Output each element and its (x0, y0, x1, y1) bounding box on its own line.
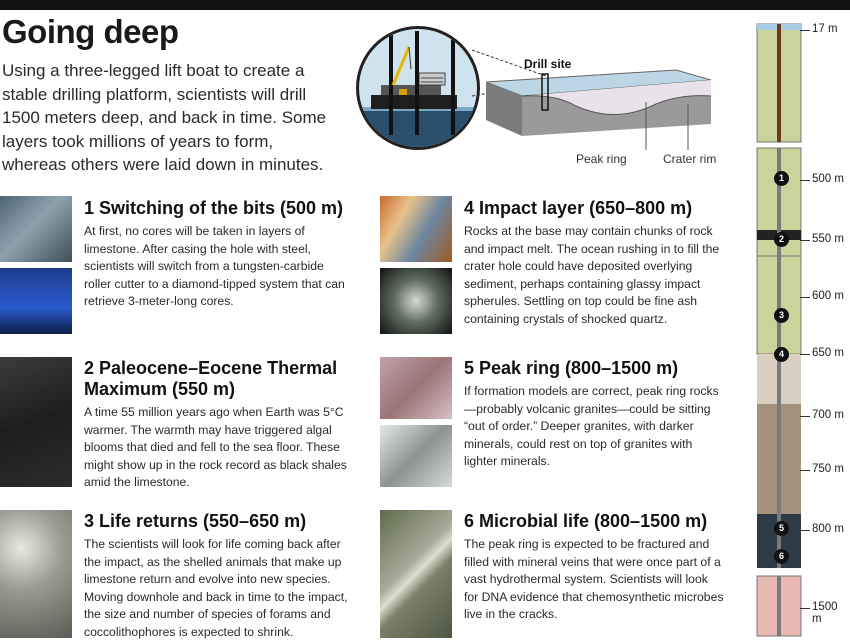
section-4 (464, 198, 724, 329)
section-3 (84, 511, 356, 642)
section-3-title: 3 Life returns (550–650 m) (84, 511, 307, 531)
core-bit-image (0, 268, 72, 334)
section-2 (84, 358, 354, 492)
impact-rock-image (380, 196, 452, 262)
peak-ring-label: Peak ring (576, 152, 627, 166)
granite-grey-image (380, 425, 452, 487)
depth-label-1500: 1500 m (812, 601, 838, 625)
section-2-title: 2 Paleocene–Eocene Thermal Maximum (550 m) (84, 358, 338, 399)
depth-label-600: 600 m (812, 290, 844, 302)
section-6-body: The peak ring is expected to be fractured and filled with mineral veins that were once part of a vast hydrothermal system. Scientists will look for DNA evidence that chemosynthetic microbes live in the cracks. (464, 537, 724, 622)
depth-label-650: 650 m (812, 347, 844, 359)
granite-pink-image (380, 357, 452, 419)
depth-tick (800, 416, 810, 417)
section-5-title: 5 Peak ring (800–1500 m) (464, 358, 679, 378)
section-6-title: 6 Microbial life (800–1500 m) (464, 511, 708, 531)
depth-tick (800, 180, 810, 181)
depth-tick (800, 470, 810, 471)
crater-rim-label: Crater rim (663, 152, 717, 166)
section-6 (464, 511, 724, 624)
depth-tick (800, 530, 810, 531)
section-1 (84, 198, 354, 311)
section-4-title: 4 Impact layer (650–800 m) (464, 198, 693, 218)
section-5 (464, 358, 724, 471)
core-column (755, 20, 805, 638)
page-title: Going deep (2, 13, 179, 50)
depth-label-17: 17 m (812, 23, 838, 35)
impact-spherule-image (380, 268, 452, 334)
intro-text: Using a three-legged lift boat to create a stable drilling platform, scientists will drill 1500 meters deep, and back in time. Some layers took millions of years to form, whereas others were laid down in minutes. (2, 61, 327, 174)
section-3-body: The scientists will look for life coming back after the impact, as the shelled animals that make up limestone return and evolve into new species. Moving downhole and back in time to the impact, the size and number of species of forams and coccolithophores is expected to shrink. (84, 537, 348, 639)
depth-label-800: 800 m (812, 523, 844, 535)
section-5-body: If formation models are correct, peak ring rocks—probably volcanic granites—could be sitting “out of order.” Deeper granites, with darker minerals, could rest on top of granites with lighter minerals. (464, 384, 719, 469)
depth-label-550: 550 m (812, 233, 844, 245)
lift-boat-illustration (356, 26, 480, 150)
section-1-body: At first, no cores will be taken in layers of limestone. After casing the hole with steel, scientists will switch from a tungsten-carbide roller cutter to a diamond-tipped system that can retrieve 3-meter-long cores. (84, 224, 345, 309)
depth-label-700: 700 m (812, 409, 844, 421)
marker-3: 3 (774, 308, 789, 323)
black-shale-image (0, 357, 72, 487)
depth-tick (800, 354, 810, 355)
depth-label-750: 750 m (812, 463, 844, 475)
depth-tick (800, 30, 810, 31)
section-4-body: Rocks at the base may contain chunks of rock and impact melt. The ocean rushing in to fill the crater hole could have deposited overlying sediment, perhaps containing glassy impact spherules. Settling on top could be fine ash containing crystals of shocked quartz. (464, 224, 720, 326)
marker-5: 5 (774, 521, 789, 536)
marker-2: 2 (774, 232, 789, 247)
depth-label-500: 500 m (812, 173, 844, 185)
top-bar (0, 0, 850, 10)
depth-tick (800, 240, 810, 241)
marker-6: 6 (774, 549, 789, 564)
depth-tick (800, 608, 810, 609)
fossil-limestone-image (0, 510, 72, 638)
marker-4: 4 (774, 347, 789, 362)
section-1-title: 1 Switching of the bits (500 m) (84, 198, 344, 218)
section-2-body: A time 55 million years ago when Earth was 5°C warmer. The warmth may have triggered algal blooms that died and fell to the sea floor. These might show up in the rock record as black shales amid the limestone. (84, 405, 347, 490)
diagram-leader-lines (576, 100, 696, 156)
marker-1: 1 (774, 171, 789, 186)
mineral-vein-image (380, 510, 452, 638)
depth-tick (800, 297, 810, 298)
drill-site-label: Drill site (524, 57, 572, 71)
drill-bit-image (0, 196, 72, 262)
